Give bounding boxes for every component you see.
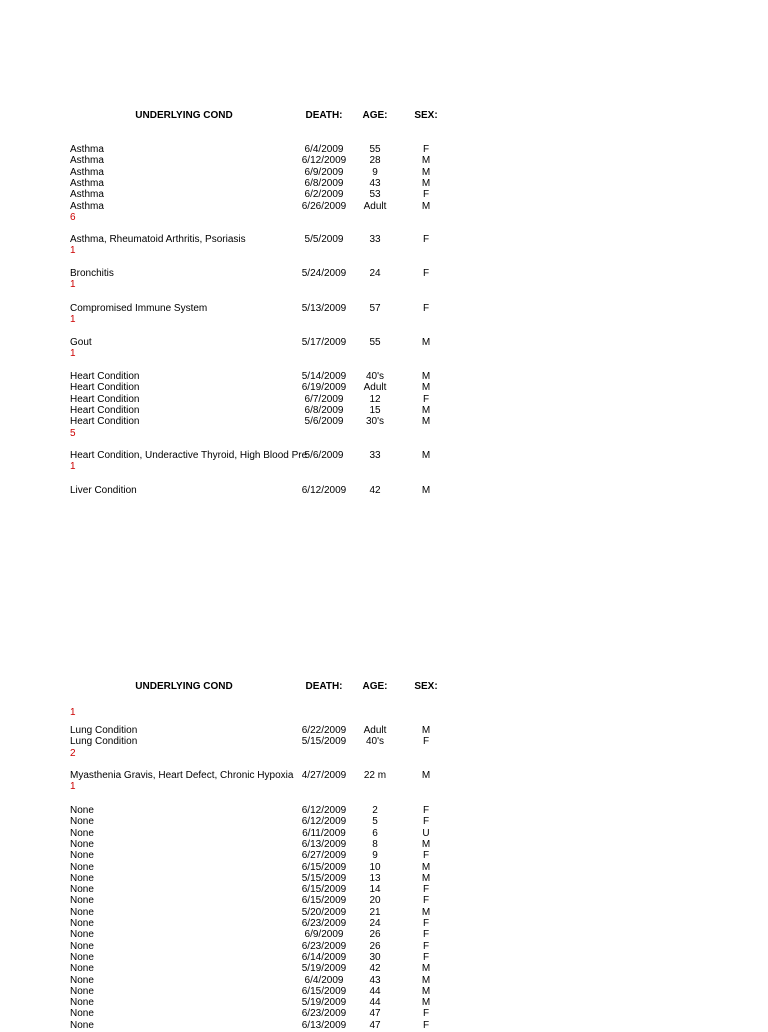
cell-underlying-cond: None (70, 872, 94, 884)
cell-underlying-cond: None (70, 1008, 94, 1020)
cell-age: 26 (369, 929, 381, 941)
cell-sex: M (421, 906, 431, 918)
cell-sex: F (422, 393, 430, 405)
cell-sex: F (422, 951, 430, 963)
cell-age: 6 (372, 827, 378, 839)
cell-death-date: 6/12/2009 (301, 155, 347, 167)
cell-death-date: 6/23/2009 (301, 1008, 347, 1020)
cell-age: 55 (369, 337, 381, 348)
column-header-row (0, 681, 768, 693)
cell-sex: M (421, 963, 431, 975)
cell-underlying-cond: Asthma (70, 166, 104, 178)
table-row (0, 941, 768, 953)
table-row (0, 839, 768, 851)
cell-underlying-cond: Heart Condition (70, 416, 140, 428)
group-count-value: 1 (70, 707, 76, 718)
cell-death-date: 6/15/2009 (301, 861, 347, 873)
cell-death-date: 6/11/2009 (302, 827, 346, 839)
group-count-value: 1 (70, 348, 76, 360)
group-count-value: 5 (70, 427, 76, 439)
cell-sex: M (421, 838, 431, 850)
table-row (0, 178, 768, 190)
group-count-value: 1 (70, 461, 76, 473)
cell-age: 43 (369, 177, 381, 189)
cell-sex: M (421, 177, 431, 189)
cell-sex: M (421, 725, 431, 736)
table-row (0, 986, 768, 998)
table-row (0, 975, 768, 987)
table-row (0, 805, 768, 817)
cell-death-date: 4/27/2009 (301, 770, 347, 781)
cell-death-date: 6/19/2009 (301, 382, 347, 394)
cell-age: 47 (369, 1019, 381, 1031)
cell-death-date: 5/19/2009 (301, 963, 347, 975)
header-sex: SEX: (414, 681, 438, 692)
cell-underlying-cond: None (70, 963, 94, 975)
cell-death-date: 6/13/2009 (301, 1019, 347, 1031)
cell-death-date: 5/14/2009 (301, 371, 347, 382)
cell-underlying-cond: Myasthenia Gravis, Heart Defect, Chronic Hypoxia (70, 770, 294, 781)
cell-age: 21 (369, 906, 381, 918)
group-count (0, 212, 768, 224)
cell-death-date: 6/2/2009 (304, 189, 344, 201)
cell-sex: M (421, 861, 431, 873)
group-count (0, 707, 768, 719)
table-row (0, 963, 768, 975)
cell-age: 44 (369, 997, 381, 1009)
header-underlying-cond: UNDERLYING COND (135, 110, 233, 121)
cell-underlying-cond: None (70, 805, 94, 816)
cell-age: 53 (369, 189, 381, 201)
cell-death-date: 6/14/2009 (301, 951, 347, 963)
cell-sex: M (421, 200, 431, 212)
cell-underlying-cond: Asthma (70, 189, 104, 201)
cell-underlying-cond: None (70, 816, 94, 828)
cell-underlying-cond: Compromised Immune System (70, 303, 208, 314)
cell-underlying-cond: Asthma (70, 155, 104, 167)
cell-underlying-cond: None (70, 940, 94, 952)
cell-underlying-cond: None (70, 895, 94, 907)
cell-sex: F (422, 736, 430, 748)
cell-underlying-cond: Lung Condition (70, 725, 138, 736)
cell-underlying-cond: Heart Condition (70, 371, 140, 382)
cell-underlying-cond: Gout (70, 337, 92, 348)
cell-sex: F (422, 268, 430, 279)
cell-sex: M (421, 872, 431, 884)
cell-sex: U (422, 827, 430, 839)
cell-underlying-cond: Asthma (70, 177, 104, 189)
cell-sex: M (421, 337, 431, 348)
table-row (0, 394, 768, 406)
cell-death-date: 5/5/2009 (304, 234, 344, 245)
cell-underlying-cond: None (70, 929, 94, 941)
cell-underlying-cond: None (70, 906, 94, 918)
cell-age: Adult (363, 382, 387, 394)
group-count (0, 245, 768, 257)
cell-death-date: 5/24/2009 (301, 268, 347, 279)
cell-death-date: 6/12/2009 (301, 485, 347, 496)
cell-death-date: 5/20/2009 (301, 906, 347, 918)
column-header-row (0, 110, 768, 122)
cell-underlying-cond: None (70, 974, 94, 986)
cell-sex: F (422, 1008, 430, 1020)
cell-death-date: 5/15/2009 (301, 736, 347, 748)
group-count (0, 461, 768, 473)
cell-death-date: 6/23/2009 (301, 940, 347, 952)
table-row (0, 929, 768, 941)
cell-age: Adult (363, 725, 387, 736)
group-count-value: 1 (70, 245, 76, 257)
cell-age: 42 (369, 963, 381, 975)
cell-underlying-cond: None (70, 827, 94, 839)
cell-underlying-cond: Heart Condition (70, 404, 140, 416)
cell-sex: F (422, 940, 430, 952)
cell-sex: F (422, 234, 430, 245)
cell-sex: F (422, 1019, 430, 1031)
cell-death-date: 6/8/2009 (304, 404, 344, 416)
cell-death-date: 5/15/2009 (301, 872, 347, 884)
cell-death-date: 6/13/2009 (301, 838, 347, 850)
table-row (0, 450, 768, 462)
cell-age: 47 (369, 1008, 381, 1020)
cell-underlying-cond: Asthma (70, 144, 104, 155)
cell-age: 20 (369, 895, 381, 907)
table-row (0, 816, 768, 828)
cell-underlying-cond: Heart Condition (70, 382, 140, 394)
table-row (0, 268, 768, 280)
cell-sex: F (422, 303, 430, 314)
table-row (0, 167, 768, 179)
cell-sex: M (421, 985, 431, 997)
cell-age: 5 (372, 816, 378, 828)
group-count-value: 6 (70, 211, 76, 223)
cell-sex: M (421, 974, 431, 986)
table-row (0, 303, 768, 315)
cell-sex: M (421, 382, 431, 394)
cell-death-date: 5/6/2009 (304, 450, 344, 461)
cell-sex: M (421, 770, 431, 781)
table-row (0, 873, 768, 885)
cell-underlying-cond: Bronchitis (70, 268, 114, 279)
table-row (0, 1008, 768, 1020)
cell-death-date: 6/15/2009 (301, 895, 347, 907)
cell-death-date: 6/26/2009 (301, 200, 347, 212)
cell-underlying-cond: None (70, 884, 94, 896)
cell-age: 40's (365, 371, 385, 382)
cell-age: 13 (369, 872, 381, 884)
table-row (0, 736, 768, 748)
table-row (0, 337, 768, 349)
table-row (0, 997, 768, 1009)
cell-underlying-cond: Lung Condition (70, 736, 138, 748)
cell-sex: F (422, 895, 430, 907)
header-age: AGE: (362, 681, 388, 692)
cell-sex: M (421, 166, 431, 178)
cell-death-date: 6/12/2009 (301, 816, 347, 828)
table-row (0, 155, 768, 167)
cell-age: 26 (369, 940, 381, 952)
cell-death-date: 6/8/2009 (304, 177, 344, 189)
cell-sex: M (421, 371, 431, 382)
cell-age: 33 (369, 450, 381, 461)
cell-death-date: 5/17/2009 (301, 337, 347, 348)
cell-death-date: 6/15/2009 (301, 985, 347, 997)
cell-sex: M (421, 485, 431, 496)
cell-age: 28 (369, 155, 381, 167)
table-row (0, 234, 768, 246)
group-count (0, 314, 768, 326)
table-row (0, 770, 768, 782)
cell-underlying-cond: None (70, 951, 94, 963)
cell-age: 12 (369, 393, 381, 405)
table-row (0, 201, 768, 213)
cell-death-date: 5/19/2009 (301, 997, 347, 1009)
cell-age: 33 (369, 234, 381, 245)
group-count-value: 1 (70, 781, 76, 793)
cell-death-date: 6/9/2009 (304, 166, 344, 178)
cell-sex: M (421, 450, 431, 461)
cell-death-date: 5/6/2009 (304, 416, 344, 428)
cell-age: 24 (369, 918, 381, 929)
group-count-value: 1 (70, 314, 76, 326)
group-count-value: 2 (70, 747, 76, 759)
table-row (0, 144, 768, 156)
table-row (0, 850, 768, 862)
group-count-value: 1 (70, 279, 76, 291)
cell-underlying-cond: None (70, 838, 94, 850)
cell-underlying-cond: None (70, 985, 94, 997)
cell-underlying-cond: None (70, 997, 94, 1009)
cell-sex: F (422, 850, 430, 862)
table-row (0, 405, 768, 417)
cell-underlying-cond: Heart Condition (70, 393, 140, 405)
cell-age: 9 (372, 166, 378, 178)
group-count (0, 428, 768, 440)
cell-death-date: 6/9/2009 (304, 929, 344, 941)
group-count (0, 279, 768, 291)
cell-age: 57 (369, 303, 381, 314)
cell-sex: F (422, 144, 430, 155)
header-age: AGE: (362, 110, 388, 121)
table-row (0, 907, 768, 919)
table-row (0, 862, 768, 874)
cell-sex: M (421, 416, 431, 428)
cell-age: 30's (365, 416, 385, 428)
cell-sex: F (422, 816, 430, 828)
cell-age: 10 (369, 861, 381, 873)
cell-underlying-cond: Heart Condition, Underactive Thyroid, High Blood Pre (70, 450, 308, 461)
cell-age: 9 (372, 850, 378, 862)
table-row (0, 828, 768, 840)
cell-death-date: 6/4/2009 (304, 974, 344, 986)
group-count (0, 748, 768, 760)
group-count (0, 348, 768, 360)
cell-sex: F (422, 805, 430, 816)
cell-age: 42 (369, 485, 381, 496)
cell-age: Adult (363, 200, 387, 212)
cell-underlying-cond: Asthma, Rheumatoid Arthritis, Psoriasis (70, 234, 246, 245)
table-row (0, 895, 768, 907)
cell-age: 40's (365, 736, 385, 748)
table-row (0, 952, 768, 964)
cell-age: 15 (369, 404, 381, 416)
cell-age: 44 (369, 985, 381, 997)
cell-death-date: 6/4/2009 (304, 144, 344, 155)
cell-age: 30 (369, 951, 381, 963)
table-row (0, 1020, 768, 1032)
header-death: DEATH: (305, 110, 343, 121)
cell-death-date: 6/27/2009 (301, 850, 347, 862)
cell-death-date: 5/13/2009 (301, 303, 347, 314)
cell-death-date: 6/12/2009 (301, 805, 347, 816)
cell-death-date: 6/22/2009 (301, 725, 347, 736)
cell-age: 8 (372, 838, 378, 850)
cell-underlying-cond: None (70, 1019, 94, 1031)
header-underlying-cond: UNDERLYING COND (135, 681, 233, 692)
cell-underlying-cond: None (70, 918, 94, 929)
cell-death-date: 6/23/2009 (301, 918, 347, 929)
cell-age: 43 (369, 974, 381, 986)
header-death: DEATH: (305, 681, 343, 692)
cell-death-date: 6/7/2009 (304, 393, 344, 405)
table-row (0, 382, 768, 394)
cell-underlying-cond: None (70, 861, 94, 873)
cell-sex: F (422, 189, 430, 201)
table-row (0, 485, 768, 497)
cell-sex: M (421, 155, 431, 167)
cell-age: 2 (372, 805, 378, 816)
header-sex: SEX: (414, 110, 438, 121)
cell-age: 22 m (363, 770, 387, 781)
table-row (0, 371, 768, 383)
table-row (0, 725, 768, 737)
cell-death-date: 6/15/2009 (301, 884, 347, 896)
cell-age: 14 (369, 884, 381, 896)
group-count (0, 781, 768, 793)
cell-sex: M (421, 404, 431, 416)
cell-age: 24 (369, 268, 381, 279)
cell-sex: F (422, 884, 430, 896)
cell-underlying-cond: Asthma (70, 200, 104, 212)
cell-underlying-cond: None (70, 850, 94, 862)
table-row (0, 416, 768, 428)
table-row (0, 884, 768, 896)
cell-sex: F (422, 929, 430, 941)
cell-sex: F (422, 918, 430, 929)
table-row (0, 189, 768, 201)
cell-underlying-cond: Liver Condition (70, 485, 137, 496)
cell-age: 55 (369, 144, 381, 155)
table-row (0, 918, 768, 930)
cell-sex: M (421, 997, 431, 1009)
